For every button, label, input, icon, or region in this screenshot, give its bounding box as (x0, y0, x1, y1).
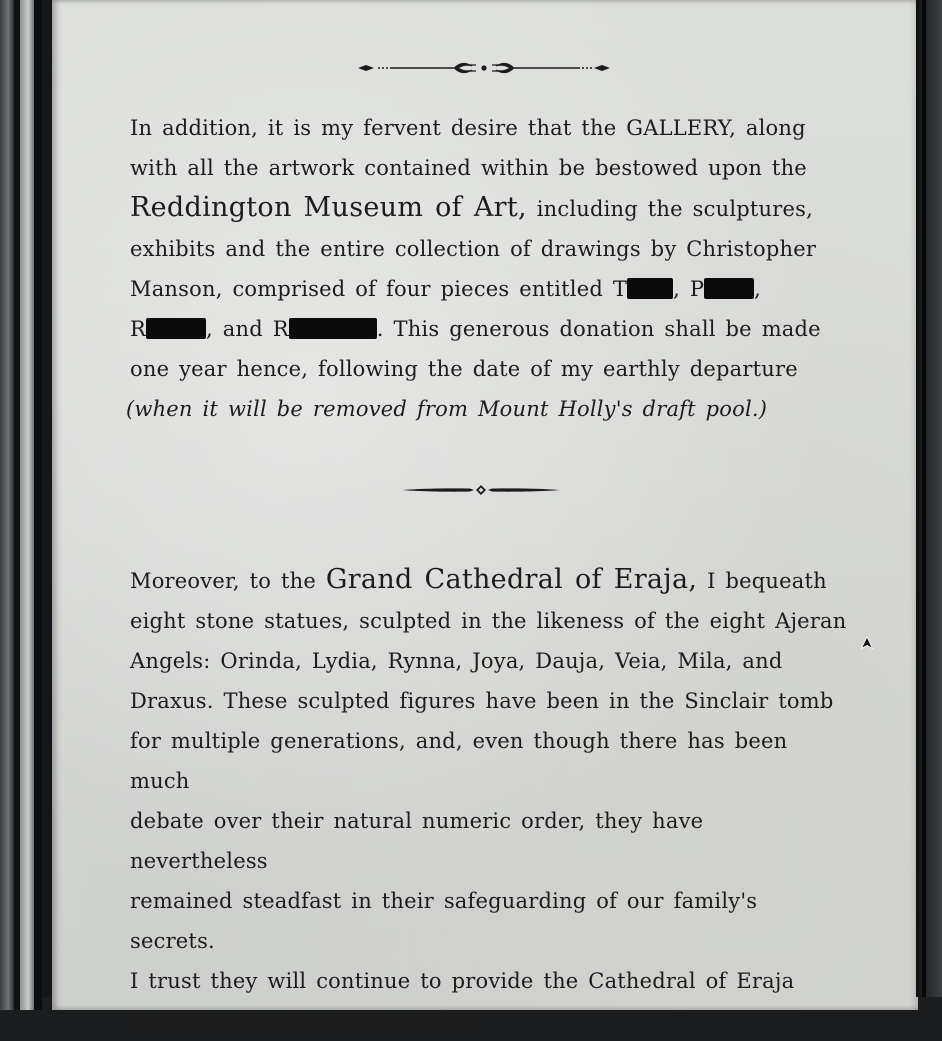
text-line (130, 560, 850, 601)
redaction-bar (627, 278, 673, 299)
text-fragment: including the sculptures, (526, 197, 813, 221)
text-line (130, 188, 850, 229)
text-fragment: R (130, 317, 147, 341)
text-line: remained steadfast in their safeguarding of our family's secrets. (130, 889, 758, 953)
text-line: for multiple generations, and, even though there has been much (130, 729, 788, 793)
text-fragment: , and R (206, 317, 289, 341)
stacked-page-edge (20, 0, 34, 1010)
stacked-page-gap (34, 0, 42, 1010)
diamond-divider-icon (400, 478, 562, 502)
right-page-edge (916, 0, 942, 997)
text-fragment: I bequeath (697, 569, 827, 593)
text-line (126, 389, 850, 429)
redaction-bar (146, 318, 206, 339)
text-line (130, 269, 850, 309)
text-fragment: , (754, 277, 762, 301)
text-line (130, 309, 850, 349)
text-fragment: , P (673, 277, 705, 301)
text-line: exhibits and the entire collection of drawings by Christopher (130, 237, 817, 261)
text-line: I trust they will continue to provide the Cathedral of Eraja (130, 969, 795, 993)
text-line: Angels: Orinda, Lydia, Rynna, Joya, Dauja, Veia, Mila, and (130, 649, 783, 673)
text-fragment: Manson, comprised of four pieces entitled T (130, 277, 628, 301)
redaction-bar (289, 318, 377, 339)
edge-shadow-line (922, 0, 926, 997)
museum-name: Reddington Museum of Art, (130, 192, 527, 223)
text-line: one year hence, following the date of my earthly departure (130, 357, 798, 381)
text-line: with all the artwork contained within be bestowed upon the (130, 156, 807, 180)
cathedral-name: Grand Cathedral of Eraja, (325, 564, 698, 595)
text-line: that same level of stewardship. (130, 1009, 481, 1033)
text-fragment: Moreover, to the (130, 569, 326, 593)
text-line: In addition, it is my fervent desire that the GALLERY, along (130, 116, 806, 140)
arrow-cursor-icon (860, 636, 874, 650)
will-document-page[interactable] (52, 0, 918, 1033)
text-line: Draxus. These sculpted figures have been in the Sinclair tomb (130, 689, 834, 713)
text-line: eight stone statues, sculpted in the likeness of the eight Ajeran (130, 609, 847, 633)
bequest-statues-paragraph (130, 560, 850, 1041)
text-line: debate over their natural numeric order, they have nevertheless (130, 809, 704, 873)
text-fragment: . This generous donation shall be made (376, 317, 821, 341)
flourish-divider-icon (354, 56, 614, 80)
bequest-gallery-paragraph (126, 108, 850, 429)
stacked-page-edge (0, 0, 14, 1010)
redaction-bar (704, 278, 754, 299)
draft-pool-note: (when it will be removed from Mount Holly's draft pool.) (126, 397, 768, 421)
